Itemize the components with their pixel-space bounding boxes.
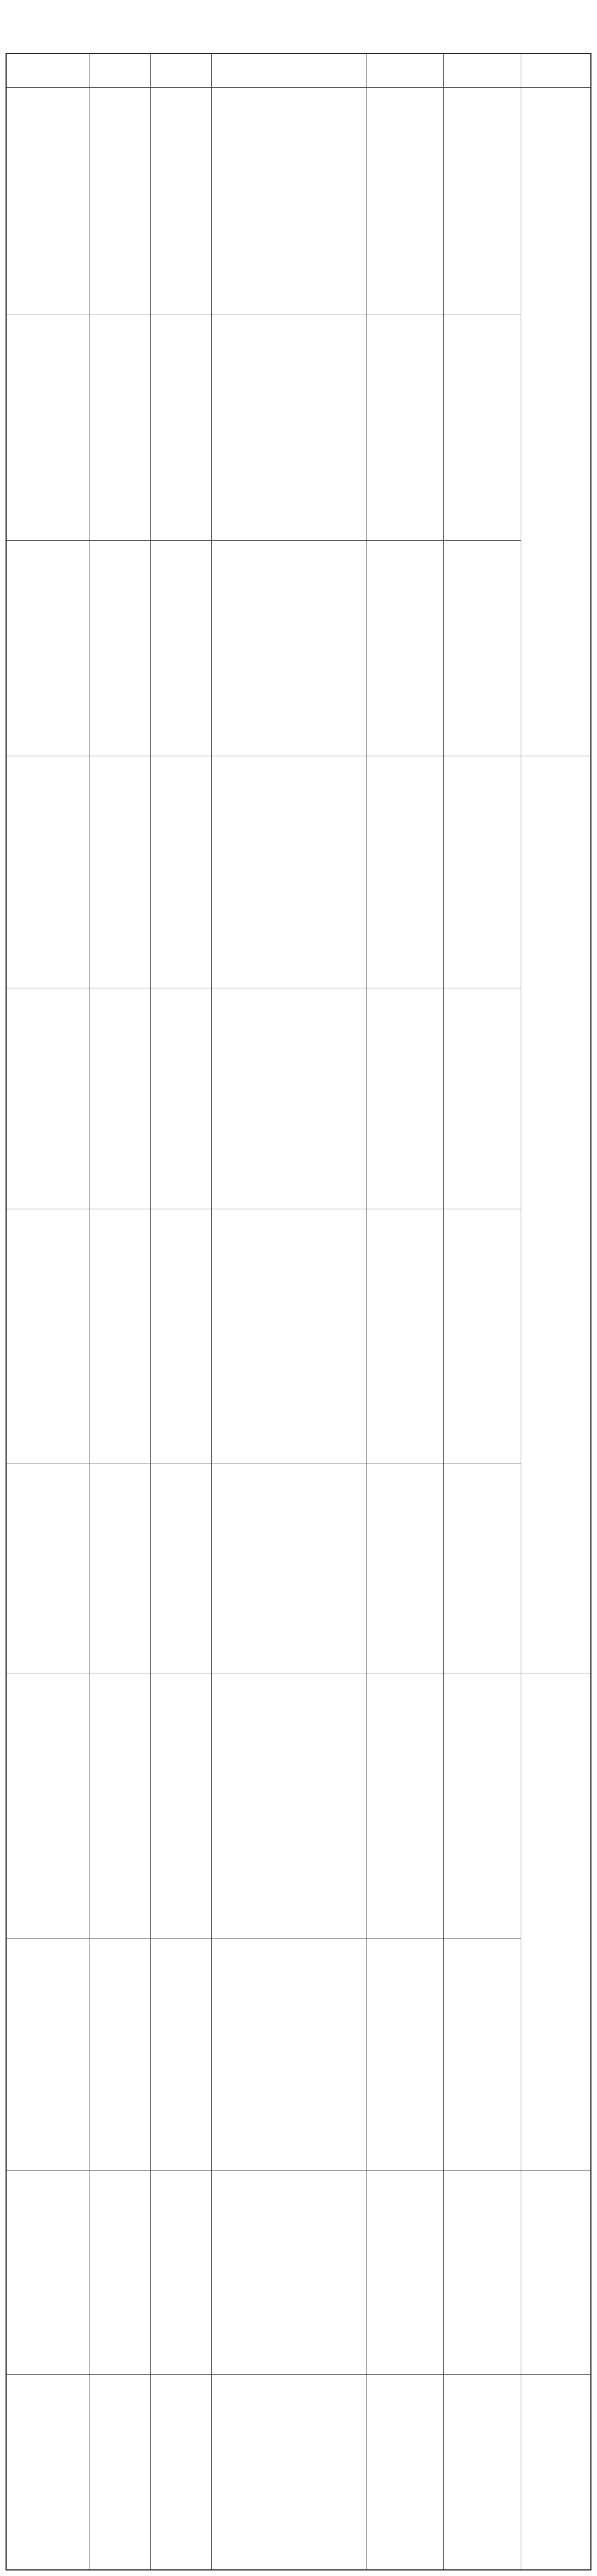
column-divider (211, 54, 212, 2569)
row-divider (7, 2170, 590, 2171)
row-divider (7, 540, 521, 541)
column-divider (150, 54, 151, 2569)
column-divider (443, 54, 444, 2569)
header-divider (7, 87, 590, 88)
row-divider (7, 2374, 590, 2375)
recruitment-table (6, 53, 591, 2570)
document-title (0, 0, 597, 53)
